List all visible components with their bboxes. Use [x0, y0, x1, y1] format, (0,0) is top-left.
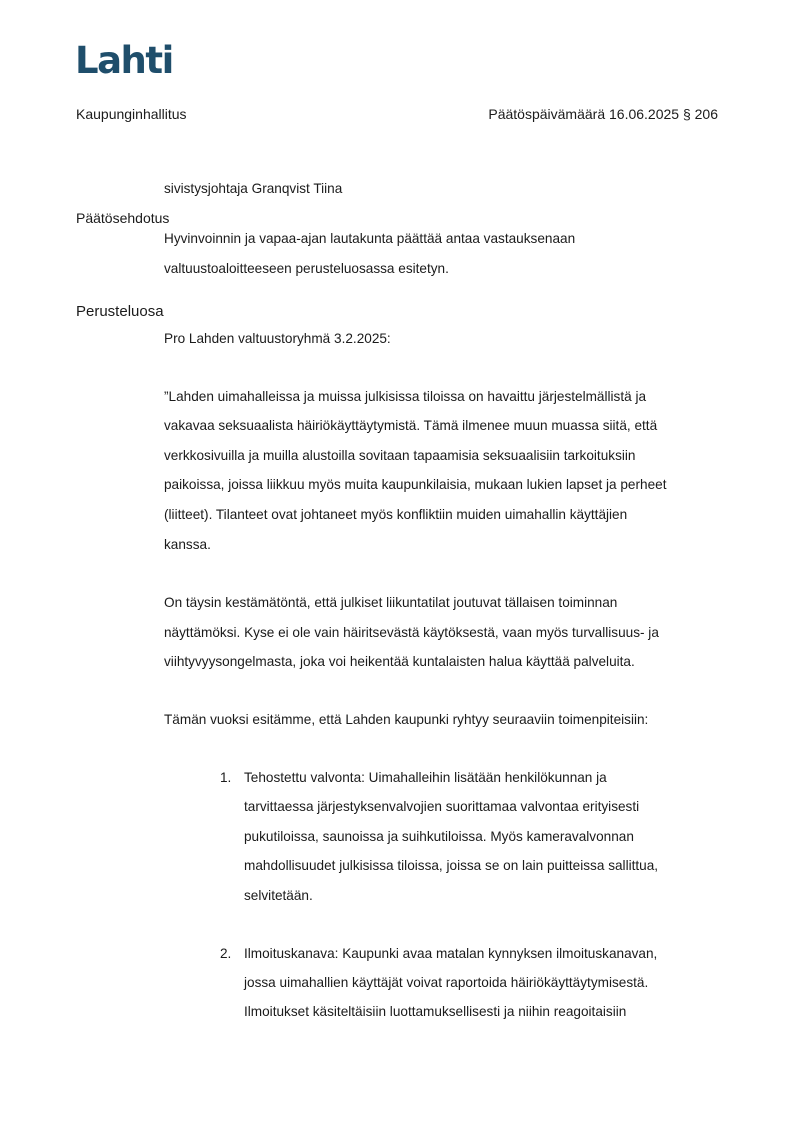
list-number: 1. — [220, 770, 232, 785]
rationale-heading: Perusteluosa — [76, 303, 164, 320]
list-line: jossa uimahallien käyttäjät voivat raportoida häiriökäyttäytymisestä. — [244, 975, 649, 990]
decision-date-section: Päätöspäivämäärä 16.06.2025 § 206 — [488, 106, 718, 122]
paragraph-line: vakavaa seksuaalista häiriökäyttäytymistä. Tämä ilmenee muun muassa siitä, että — [164, 418, 658, 433]
paragraph-line: ”Lahden uimahalleissa ja muissa julkisissa tiloissa on havaittu järjestelmällistä ja — [164, 389, 647, 404]
paragraph-line: paikoissa, joissa liikkuu myös muita kaupunkilaisia, mukaan lukien lapset ja perheet — [164, 477, 667, 492]
lahti-logo: Lahti — [75, 39, 173, 82]
list-line: selvitetään. — [244, 888, 313, 903]
paragraph-line: verkkosivuilla ja muilla alustoilla sovitaan tapaamisia seksuaalisiin tarkoituksiin — [164, 448, 636, 463]
rationale-intro: Pro Lahden valtuustoryhmä 3.2.2025: — [164, 331, 391, 346]
proposal-line: valtuustoaloitteeseen perusteluosassa esitetyn. — [164, 261, 449, 276]
list-line: tarvittaessa järjestyksenvalvojien suorittamaa valvontaa erityisesti — [244, 799, 640, 814]
preparer: sivistysjohtaja Granqvist Tiina — [164, 181, 343, 196]
list-line: Tehostettu valvonta: Uimahalleihin lisätään henkilökunnan ja — [244, 770, 607, 785]
paragraph-line: viihtyvyysongelmasta, joka voi heikentää kuntalaisten halua käyttää palveluita. — [164, 654, 635, 669]
proposal-line: Hyvinvoinnin ja vapaa-ajan lautakunta päättää antaa vastauksenaan — [164, 231, 576, 246]
paragraph-line: (liitteet). Tilanteet ovat johtaneet myös konfliktiin muiden uimahallin käyttäjien — [164, 507, 628, 522]
paragraph-3: Tämän vuoksi esitämme, että Lahden kaupunki ryhtyy seuraaviin toimenpiteisiin: — [164, 712, 649, 727]
paragraph-line: kanssa. — [164, 537, 211, 552]
list-line: Ilmoituskanava: Kaupunki avaa matalan kynnyksen ilmoituskanavan, — [244, 946, 658, 961]
paragraph-line: On täysin kestämätöntä, että julkiset liikuntatilat joutuvat tällaisen toiminnan — [164, 595, 618, 610]
list-line: mahdollisuudet julkisissa tiloissa, joissa se on lain puitteissa sallittua, — [244, 858, 659, 873]
list-line: Ilmoitukset käsiteltäisiin luottamuksellisesti ja niihin reagoitaisiin — [244, 1004, 627, 1019]
list-line: pukutiloissa, saunoissa ja suihkutiloissa. Myös kameravalvonnan — [244, 829, 634, 844]
organ-name: Kaupunginhallitus — [76, 106, 187, 122]
paragraph-line: näyttämöksi. Kyse ei ole vain häiritsevästä käytöksestä, vaan myös turvallisuus- ja — [164, 625, 659, 640]
list-number: 2. — [220, 946, 232, 961]
proposal-heading: Päätösehdotus — [76, 210, 170, 226]
